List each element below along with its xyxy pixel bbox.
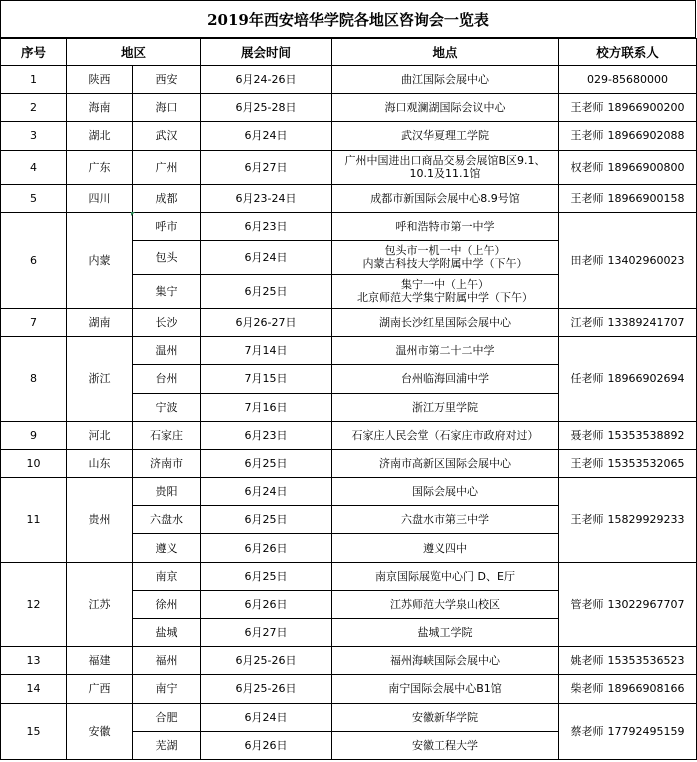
row-date: 6月25日 bbox=[201, 562, 332, 590]
row-city: 呼市 bbox=[133, 212, 201, 240]
row-date: 7月14日 bbox=[201, 337, 332, 365]
row-date: 6月27日 bbox=[201, 619, 332, 647]
row-city: 武汉 bbox=[133, 122, 201, 150]
table-row bbox=[1, 94, 697, 122]
contact-phone: 18966902694 bbox=[607, 372, 685, 386]
row-province: 山东 bbox=[67, 449, 133, 477]
place-line: 成都市新国际会展中心8.9号馆 bbox=[370, 191, 520, 205]
row-index: 2 bbox=[1, 94, 67, 122]
row-province: 内蒙 bbox=[67, 212, 133, 308]
row-date: 6月25-26日 bbox=[201, 647, 332, 675]
header-region: 地区 bbox=[67, 39, 201, 66]
row-contact bbox=[559, 308, 697, 336]
place-line: 福州海峡国际会展中心 bbox=[390, 654, 501, 668]
row-date: 6月25日 bbox=[201, 506, 332, 534]
header-place: 地点 bbox=[332, 39, 559, 66]
row-contact bbox=[559, 449, 697, 477]
row-province: 贵州 bbox=[67, 478, 133, 563]
header-time: 展会时间 bbox=[201, 39, 332, 66]
contact-name: 任老师 bbox=[570, 372, 604, 386]
row-index: 13 bbox=[1, 647, 67, 675]
table-row bbox=[1, 675, 697, 703]
row-index: 10 bbox=[1, 449, 67, 477]
row-place bbox=[332, 478, 559, 506]
row-contact bbox=[559, 122, 697, 150]
row-city: 包头 bbox=[133, 240, 201, 274]
row-place bbox=[332, 66, 559, 94]
place-line: 湖南长沙红星国际会展中心 bbox=[379, 316, 512, 330]
row-index: 3 bbox=[1, 122, 67, 150]
row-index: 11 bbox=[1, 478, 67, 563]
contact-name: 王老师 bbox=[570, 513, 604, 527]
row-date: 6月27日 bbox=[201, 150, 332, 184]
row-date: 6月26日 bbox=[201, 590, 332, 618]
row-contact bbox=[559, 478, 697, 563]
row-contact bbox=[559, 66, 697, 94]
row-place bbox=[332, 421, 559, 449]
contact-phone: 15829929233 bbox=[607, 513, 685, 527]
place-line: 台州临海回浦中学 bbox=[401, 372, 490, 386]
contact-name: 王老师 bbox=[570, 101, 604, 115]
row-place bbox=[332, 150, 559, 184]
row-place bbox=[332, 94, 559, 122]
place-line: 呼和浩特市第一中学 bbox=[395, 219, 495, 233]
row-province: 江苏 bbox=[67, 562, 133, 647]
place-line: 温州市第二十二中学 bbox=[395, 344, 495, 358]
contact-name: 王老师 bbox=[570, 456, 604, 470]
row-place bbox=[332, 703, 559, 731]
row-city: 长沙 bbox=[133, 308, 201, 336]
row-date: 6月25-26日 bbox=[201, 675, 332, 703]
schedule-table bbox=[0, 38, 697, 760]
place-line: 浙江万里学院 bbox=[412, 400, 479, 414]
row-city: 海口 bbox=[133, 94, 201, 122]
row-contact bbox=[559, 675, 697, 703]
contact-name: 田老师 bbox=[570, 253, 604, 267]
row-date: 6月24日 bbox=[201, 240, 332, 274]
row-date: 6月24日 bbox=[201, 478, 332, 506]
place-line: 南京国际展览中心门 D、E厅 bbox=[375, 569, 515, 583]
contact-name: 江老师 bbox=[570, 316, 604, 330]
row-city: 盐城 bbox=[133, 619, 201, 647]
row-city: 温州 bbox=[133, 337, 201, 365]
place-line: 安徽新华学院 bbox=[412, 710, 479, 724]
place-line: 武汉华夏理工学院 bbox=[401, 129, 490, 143]
contact-name: 管老师 bbox=[570, 597, 604, 611]
row-place bbox=[332, 675, 559, 703]
table-row bbox=[1, 337, 697, 365]
row-date: 6月23日 bbox=[201, 421, 332, 449]
place-line: 广州中国进出口商品交易会展馆B区9.1、 bbox=[344, 154, 546, 168]
row-date: 6月26日 bbox=[201, 534, 332, 562]
row-date: 6月23日 bbox=[201, 212, 332, 240]
table-row bbox=[1, 449, 697, 477]
row-contact bbox=[559, 647, 697, 675]
contact-phone: 18966900200 bbox=[607, 101, 685, 115]
row-place bbox=[332, 274, 559, 308]
contact-phone: 13389241707 bbox=[607, 316, 685, 330]
row-contact bbox=[559, 703, 697, 759]
row-index: 5 bbox=[1, 184, 67, 212]
row-city: 成都 bbox=[133, 184, 201, 212]
row-province: 广东 bbox=[67, 150, 133, 184]
row-place bbox=[332, 184, 559, 212]
contact-name: 权老师 bbox=[570, 160, 604, 174]
row-date: 6月26-27日 bbox=[201, 308, 332, 336]
row-city: 集宁 bbox=[133, 274, 201, 308]
row-index: 4 bbox=[1, 150, 67, 184]
row-place bbox=[332, 647, 559, 675]
row-index: 7 bbox=[1, 308, 67, 336]
row-city: 六盘水 bbox=[133, 506, 201, 534]
row-contact bbox=[559, 150, 697, 184]
row-contact bbox=[559, 94, 697, 122]
header-index: 序号 bbox=[1, 39, 67, 66]
contact-phone: 18966900800 bbox=[607, 160, 685, 174]
row-date: 6月24-26日 bbox=[201, 66, 332, 94]
table-row bbox=[1, 703, 697, 731]
row-city: 济南市 bbox=[133, 449, 201, 477]
place-line: 海口观澜湖国际会议中心 bbox=[384, 101, 506, 115]
place-line: 石家庄人民会堂（石家庄市政府对过） bbox=[351, 428, 539, 442]
row-city: 南宁 bbox=[133, 675, 201, 703]
header-row bbox=[1, 39, 697, 66]
place-line: 济南市高新区国际会展中心 bbox=[379, 456, 512, 470]
row-place bbox=[332, 337, 559, 365]
row-place bbox=[332, 308, 559, 336]
row-index: 8 bbox=[1, 337, 67, 422]
row-index: 12 bbox=[1, 562, 67, 647]
place-line: 国际会展中心 bbox=[412, 485, 479, 499]
place-line: 遵义四中 bbox=[423, 541, 468, 555]
table-row bbox=[1, 478, 697, 506]
contact-phone: 18966908166 bbox=[607, 682, 685, 696]
row-date: 6月24日 bbox=[201, 122, 332, 150]
row-date: 6月24日 bbox=[201, 703, 332, 731]
row-province: 浙江 bbox=[67, 337, 133, 422]
table-row bbox=[1, 122, 697, 150]
contact-phone: 18966902088 bbox=[607, 129, 685, 143]
row-place bbox=[332, 562, 559, 590]
contact-name: 柴老师 bbox=[570, 682, 604, 696]
row-index: 14 bbox=[1, 675, 67, 703]
table-row bbox=[1, 150, 697, 184]
row-date: 6月25日 bbox=[201, 274, 332, 308]
row-index: 6 bbox=[1, 212, 67, 308]
row-province: 安徽 bbox=[67, 703, 133, 759]
contact-name: 王老师 bbox=[570, 129, 604, 143]
place-line: 盐城工学院 bbox=[417, 626, 473, 640]
contact-phone: 17792495159 bbox=[607, 724, 685, 738]
row-place bbox=[332, 506, 559, 534]
row-date: 6月25-28日 bbox=[201, 94, 332, 122]
row-city: 芜湖 bbox=[133, 731, 201, 759]
table-row bbox=[1, 66, 697, 94]
contact-phone: 15353532065 bbox=[607, 456, 685, 470]
row-contact bbox=[559, 421, 697, 449]
table-row bbox=[1, 308, 697, 336]
cell-comment-marker bbox=[131, 212, 135, 216]
place-line: 内蒙古科技大学附属中学（下午） bbox=[362, 257, 528, 271]
row-city: 广州 bbox=[133, 150, 201, 184]
table-row bbox=[1, 421, 697, 449]
row-place bbox=[332, 731, 559, 759]
row-date: 7月16日 bbox=[201, 393, 332, 421]
place-line: 10.1及11.1馆 bbox=[409, 167, 481, 181]
row-city: 西安 bbox=[133, 66, 201, 94]
row-province: 广西 bbox=[67, 675, 133, 703]
row-place bbox=[332, 365, 559, 393]
row-contact bbox=[559, 337, 697, 422]
contact-phone: 029-85680000 bbox=[587, 73, 668, 87]
row-place bbox=[332, 534, 559, 562]
row-date: 6月23-24日 bbox=[201, 184, 332, 212]
row-city: 宁波 bbox=[133, 393, 201, 421]
contact-phone: 13402960023 bbox=[607, 253, 685, 267]
row-city: 南京 bbox=[133, 562, 201, 590]
row-place bbox=[332, 393, 559, 421]
row-place bbox=[332, 212, 559, 240]
row-contact bbox=[559, 184, 697, 212]
place-line: 曲江国际会展中心 bbox=[401, 73, 490, 87]
contact-name: 姚老师 bbox=[570, 654, 604, 668]
header-contact: 校方联系人 bbox=[559, 39, 697, 66]
row-place bbox=[332, 449, 559, 477]
row-place bbox=[332, 619, 559, 647]
contact-phone: 18966900158 bbox=[607, 191, 685, 205]
row-city: 福州 bbox=[133, 647, 201, 675]
row-place bbox=[332, 590, 559, 618]
table-row bbox=[1, 184, 697, 212]
contact-name: 蔡老师 bbox=[570, 724, 604, 738]
table-row bbox=[1, 562, 697, 590]
contact-name: 王老师 bbox=[570, 191, 604, 205]
contact-phone: 15353536523 bbox=[607, 654, 685, 668]
row-place bbox=[332, 122, 559, 150]
row-place bbox=[332, 240, 559, 274]
row-province: 湖北 bbox=[67, 122, 133, 150]
row-contact bbox=[559, 562, 697, 647]
row-city: 石家庄 bbox=[133, 421, 201, 449]
row-index: 9 bbox=[1, 421, 67, 449]
place-line: 安徽工程大学 bbox=[412, 738, 479, 752]
contact-phone: 15353538892 bbox=[607, 428, 685, 442]
row-contact bbox=[559, 212, 697, 308]
row-province: 海南 bbox=[67, 94, 133, 122]
row-date: 6月26日 bbox=[201, 731, 332, 759]
table-row bbox=[1, 647, 697, 675]
row-province: 福建 bbox=[67, 647, 133, 675]
row-province: 河北 bbox=[67, 421, 133, 449]
row-date: 7月15日 bbox=[201, 365, 332, 393]
row-index: 15 bbox=[1, 703, 67, 759]
row-city: 遵义 bbox=[133, 534, 201, 562]
row-city: 台州 bbox=[133, 365, 201, 393]
contact-name: 聂老师 bbox=[570, 428, 604, 442]
contact-phone: 13022967707 bbox=[607, 597, 685, 611]
place-line: 六盘水市第三中学 bbox=[401, 513, 490, 527]
row-index: 1 bbox=[1, 66, 67, 94]
row-city: 贵阳 bbox=[133, 478, 201, 506]
table-row bbox=[1, 212, 697, 240]
place-line: 包头市一机一中（上午） bbox=[384, 244, 506, 258]
row-city: 合肥 bbox=[133, 703, 201, 731]
place-line: 江苏师范大学泉山校区 bbox=[390, 597, 501, 611]
row-province: 陕西 bbox=[67, 66, 133, 94]
row-date: 6月25日 bbox=[201, 449, 332, 477]
place-line: 南宁国际会展中心B1馆 bbox=[388, 682, 502, 696]
row-province: 四川 bbox=[67, 184, 133, 212]
row-province: 湖南 bbox=[67, 308, 133, 336]
place-line: 北京师范大学集宁附属中学（下午） bbox=[357, 291, 534, 305]
table-title: 2019年西安培华学院各地区咨询会一览表 bbox=[0, 0, 696, 38]
row-city: 徐州 bbox=[133, 590, 201, 618]
place-line: 集宁一中（上午） bbox=[401, 278, 490, 292]
